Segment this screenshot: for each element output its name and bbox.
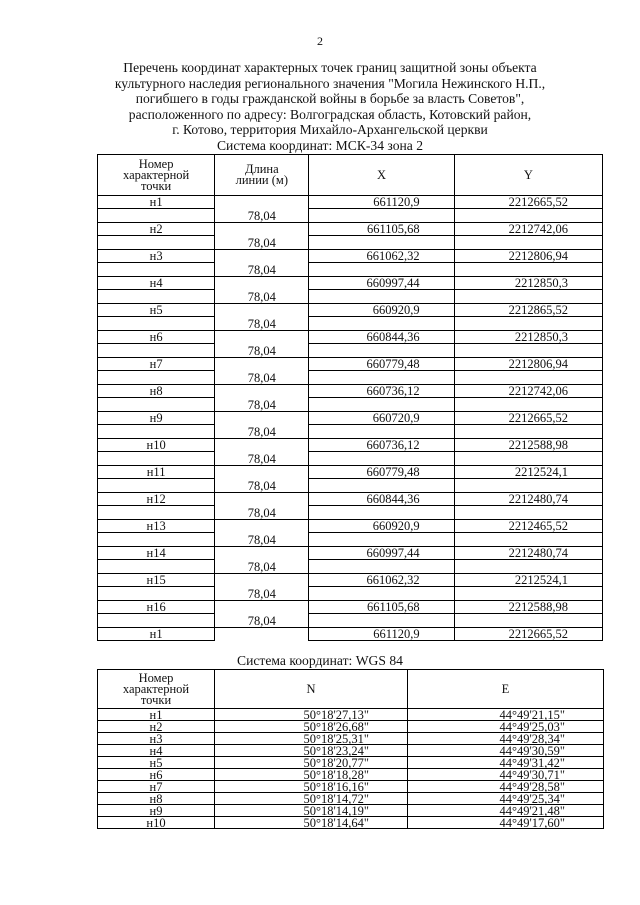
line-length-row	[98, 290, 603, 304]
length-blank	[215, 601, 309, 614]
point-name: н4	[98, 277, 215, 290]
length-blank	[215, 358, 309, 371]
coordinate-system-label-wgs: Система координат: WGS 84	[237, 653, 403, 668]
line-length-row	[98, 614, 603, 628]
e-value: 44°49'17,60"	[408, 817, 604, 829]
table-row	[98, 769, 604, 781]
header-n: N	[215, 670, 408, 709]
y-value: 2212806,94	[454, 250, 602, 263]
blank-cell	[309, 290, 454, 304]
blank-cell	[454, 452, 602, 466]
length-blank	[215, 385, 309, 398]
blank-cell	[98, 506, 215, 520]
point-name: н7	[98, 781, 215, 793]
table-row	[98, 196, 603, 209]
y-value: 2212480,74	[454, 493, 602, 506]
point-name: н8	[98, 793, 215, 805]
line-length-row	[98, 425, 603, 439]
point-name: н3	[98, 733, 215, 745]
table-row	[98, 601, 603, 614]
point-name: н1	[98, 709, 215, 721]
blank-cell	[309, 263, 454, 277]
blank-cell	[454, 290, 602, 304]
x-value: 661062,32	[309, 250, 454, 263]
point-name: н10	[98, 439, 215, 452]
y-value: 2212524,1	[454, 466, 602, 479]
length-blank	[215, 439, 309, 452]
length-blank	[215, 196, 309, 209]
blank-cell	[454, 209, 602, 223]
point-name: н8	[98, 385, 215, 398]
blank-cell	[454, 614, 602, 628]
table-row	[98, 817, 604, 829]
line-length-row	[98, 506, 603, 520]
line-length-value: 78,04	[215, 452, 309, 466]
title-line: Перечень координат характерных точек границ защитной зоны объекта	[123, 60, 537, 75]
y-value: 2212665,52	[454, 628, 602, 641]
header-x: X	[309, 155, 454, 196]
point-name: н5	[98, 304, 215, 317]
point-name: н9	[98, 805, 215, 817]
line-length-value: 78,04	[215, 479, 309, 493]
e-value: 44°49'21,15"	[408, 709, 604, 721]
x-value: 660920,9	[309, 520, 454, 533]
x-value: 660736,12	[309, 385, 454, 398]
header-point-number: Номер характерной точки	[98, 670, 215, 709]
blank-cell	[454, 371, 602, 385]
point-name: н5	[98, 757, 215, 769]
line-length-value: 78,04	[215, 506, 309, 520]
table-row	[98, 385, 603, 398]
msk-table-body	[98, 196, 603, 641]
length-blank	[215, 547, 309, 560]
table-row	[98, 358, 603, 371]
length-blank	[215, 628, 309, 641]
wgs-coordinates-table	[97, 669, 604, 829]
e-value: 44°49'30,71"	[408, 769, 604, 781]
point-name: н9	[98, 412, 215, 425]
point-name: н1	[98, 628, 215, 641]
msk-coordinates-table	[97, 154, 603, 641]
length-blank	[215, 466, 309, 479]
header-e: E	[408, 670, 604, 709]
blank-cell	[98, 614, 215, 628]
line-length-row	[98, 587, 603, 601]
line-length-row	[98, 236, 603, 250]
n-value: 50°18'26,68"	[215, 721, 408, 733]
blank-cell	[309, 587, 454, 601]
length-blank	[215, 520, 309, 533]
table-row	[98, 547, 603, 560]
x-value: 661062,32	[309, 574, 454, 587]
length-blank	[215, 493, 309, 506]
point-name: н3	[98, 250, 215, 263]
blank-cell	[309, 452, 454, 466]
y-value: 2212588,98	[454, 439, 602, 452]
e-value: 44°49'31,42"	[408, 757, 604, 769]
table-row	[98, 223, 603, 236]
e-value: 44°49'28,34"	[408, 733, 604, 745]
point-name: н10	[98, 817, 215, 829]
blank-cell	[309, 506, 454, 520]
title-line: культурного наследия регионального значения "Могила Нежинского Н.П.,	[114, 75, 546, 91]
x-value: 660997,44	[309, 277, 454, 290]
length-blank	[215, 574, 309, 587]
point-name: н2	[98, 223, 215, 236]
point-name: н2	[98, 721, 215, 733]
line-length-value: 78,04	[215, 317, 309, 331]
table-row	[98, 709, 604, 721]
blank-cell	[98, 425, 215, 439]
table-row	[98, 733, 604, 745]
table-row	[98, 520, 603, 533]
document-title	[60, 60, 600, 138]
line-length-value: 78,04	[215, 209, 309, 223]
blank-cell	[309, 533, 454, 547]
blank-cell	[98, 290, 215, 304]
blank-cell	[454, 263, 602, 277]
blank-cell	[98, 344, 215, 358]
blank-cell	[98, 452, 215, 466]
x-value: 660720,9	[309, 412, 454, 425]
point-name: н1	[98, 196, 215, 209]
line-length-row	[98, 533, 603, 547]
line-length-row	[98, 398, 603, 412]
point-name: н13	[98, 520, 215, 533]
header-y: Y	[454, 155, 602, 196]
x-value: 660779,48	[309, 358, 454, 371]
x-value: 660844,36	[309, 331, 454, 344]
x-value: 661105,68	[309, 601, 454, 614]
point-name: н11	[98, 466, 215, 479]
length-blank	[215, 277, 309, 290]
table-row	[98, 250, 603, 263]
length-blank	[215, 412, 309, 425]
line-length-value: 78,04	[215, 587, 309, 601]
line-length-value: 78,04	[215, 533, 309, 547]
x-value: 660736,12	[309, 439, 454, 452]
blank-cell	[309, 209, 454, 223]
blank-cell	[309, 479, 454, 493]
blank-cell	[454, 398, 602, 412]
x-value: 660779,48	[309, 466, 454, 479]
y-value: 2212865,52	[454, 304, 602, 317]
table-row	[98, 628, 603, 641]
line-length-row	[98, 452, 603, 466]
length-blank	[215, 304, 309, 317]
line-length-row	[98, 479, 603, 493]
e-value: 44°49'25,34"	[408, 793, 604, 805]
blank-cell	[454, 317, 602, 331]
n-value: 50°18'20,77"	[215, 757, 408, 769]
table-row	[98, 757, 604, 769]
line-length-row	[98, 209, 603, 223]
line-length-row	[98, 344, 603, 358]
n-value: 50°18'16,16"	[215, 781, 408, 793]
n-value: 50°18'27,13"	[215, 709, 408, 721]
blank-cell	[454, 236, 602, 250]
blank-cell	[454, 587, 602, 601]
y-value: 2212742,06	[454, 385, 602, 398]
blank-cell	[98, 533, 215, 547]
blank-cell	[454, 506, 602, 520]
table-row	[98, 277, 603, 290]
point-name: н12	[98, 493, 215, 506]
blank-cell	[98, 236, 215, 250]
blank-cell	[309, 344, 454, 358]
title-line: погибшего в годы гражданской войны в борьбе за власть Советов",	[135, 91, 525, 106]
e-value: 44°49'21,48"	[408, 805, 604, 817]
n-value: 50°18'23,24"	[215, 745, 408, 757]
blank-cell	[454, 560, 602, 574]
header-point-number: Номер характерной точки	[98, 155, 215, 196]
line-length-row	[98, 371, 603, 385]
y-value: 2212465,52	[454, 520, 602, 533]
blank-cell	[454, 533, 602, 547]
x-value: 660920,9	[309, 304, 454, 317]
table-row	[98, 304, 603, 317]
line-length-value: 78,04	[215, 398, 309, 412]
n-value: 50°18'14,19"	[215, 805, 408, 817]
table-row	[98, 466, 603, 479]
table-row	[98, 793, 604, 805]
line-length-value: 78,04	[215, 263, 309, 277]
blank-cell	[98, 587, 215, 601]
line-length-row	[98, 317, 603, 331]
y-value: 2212742,06	[454, 223, 602, 236]
table-row	[98, 439, 603, 452]
wgs-table-body	[98, 709, 604, 829]
length-blank	[215, 250, 309, 263]
blank-cell	[309, 560, 454, 574]
line-length-value: 78,04	[215, 290, 309, 304]
blank-cell	[309, 614, 454, 628]
x-value: 661120,9	[309, 196, 454, 209]
n-value: 50°18'14,64"	[215, 817, 408, 829]
line-length-row	[98, 263, 603, 277]
line-length-value: 78,04	[215, 236, 309, 250]
blank-cell	[454, 479, 602, 493]
blank-cell	[98, 317, 215, 331]
x-value: 661120,9	[309, 628, 454, 641]
table-row	[98, 721, 604, 733]
blank-cell	[309, 371, 454, 385]
blank-cell	[98, 371, 215, 385]
point-name: н4	[98, 745, 215, 757]
title-line: г. Котово, территория Михайло-Архангельской церкви	[172, 122, 488, 137]
blank-cell	[98, 560, 215, 574]
header-line-length: Длина линии (м)	[215, 155, 309, 196]
table-row	[98, 781, 604, 793]
point-name: н7	[98, 358, 215, 371]
y-value: 2212665,52	[454, 412, 602, 425]
title-line: расположенного по адресу: Волгоградская область, Котовский район,	[128, 106, 532, 122]
blank-cell	[309, 398, 454, 412]
table-row	[98, 412, 603, 425]
line-length-value: 78,04	[215, 371, 309, 385]
table-row	[98, 745, 604, 757]
x-value: 661105,68	[309, 223, 454, 236]
blank-cell	[309, 425, 454, 439]
blank-cell	[309, 236, 454, 250]
line-length-value: 78,04	[215, 425, 309, 439]
point-name: н6	[98, 769, 215, 781]
point-name: н16	[98, 601, 215, 614]
table-row	[98, 574, 603, 587]
x-value: 660997,44	[309, 547, 454, 560]
line-length-value: 78,04	[215, 560, 309, 574]
blank-cell	[98, 209, 215, 223]
table-row	[98, 331, 603, 344]
page-number: 2	[317, 34, 323, 48]
e-value: 44°49'28,58"	[408, 781, 604, 793]
table-row	[98, 805, 604, 817]
n-value: 50°18'25,31"	[215, 733, 408, 745]
y-value: 2212524,1	[454, 574, 602, 587]
table-row	[98, 493, 603, 506]
line-length-value: 78,04	[215, 344, 309, 358]
length-blank	[215, 331, 309, 344]
y-value: 2212850,3	[454, 277, 602, 290]
blank-cell	[454, 344, 602, 358]
y-value: 2212480,74	[454, 547, 602, 560]
n-value: 50°18'18,28"	[215, 769, 408, 781]
blank-cell	[309, 317, 454, 331]
x-value: 660844,36	[309, 493, 454, 506]
y-value: 2212806,94	[454, 358, 602, 371]
point-name: н6	[98, 331, 215, 344]
e-value: 44°49'30,59"	[408, 745, 604, 757]
line-length-value: 78,04	[215, 614, 309, 628]
blank-cell	[98, 398, 215, 412]
point-name: н14	[98, 547, 215, 560]
point-name: н15	[98, 574, 215, 587]
blank-cell	[454, 425, 602, 439]
length-blank	[215, 223, 309, 236]
n-value: 50°18'14,72"	[215, 793, 408, 805]
y-value: 2212588,98	[454, 601, 602, 614]
blank-cell	[98, 479, 215, 493]
blank-cell	[98, 263, 215, 277]
y-value: 2212665,52	[454, 196, 602, 209]
coordinate-system-label-msk: Система координат: МСК-34 зона 2	[216, 138, 423, 153]
y-value: 2212850,3	[454, 331, 602, 344]
e-value: 44°49'25,03"	[408, 721, 604, 733]
line-length-row	[98, 560, 603, 574]
